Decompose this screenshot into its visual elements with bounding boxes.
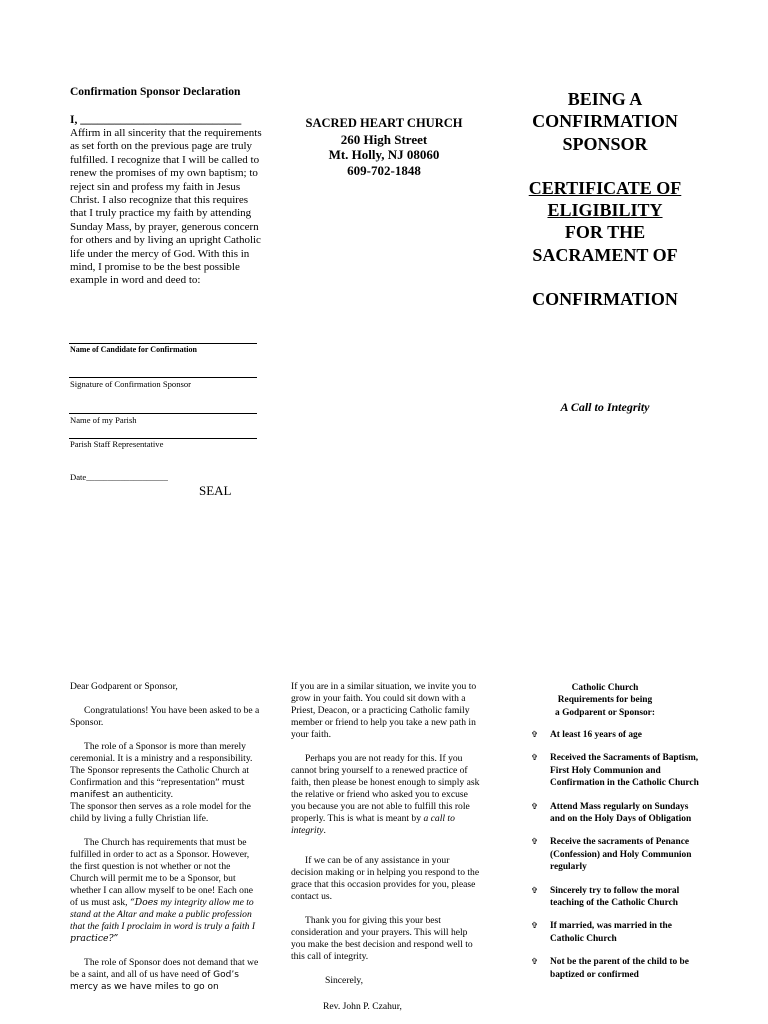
requirement-text: If married, was married in the Catholic Church [550, 921, 672, 944]
letter-paragraph-3-a: The Church has requirements that must be fulfilled in order to act as a Sponsor. However, the first question is not whether or not the Church will permit me to be a Sponsor, but whether I can allow myself to be one! Each one of us must ask, [70, 837, 254, 908]
requirements-heading-line-1: Catholic Church [571, 683, 639, 693]
certificate-line-3: FOR THE [564, 222, 646, 243]
certificate-line-4: SACRAMENT OF [532, 244, 678, 265]
candidate-name-label: Name of Candidate for Confirmation [70, 345, 197, 354]
declaration-body: Affirm in all sincerity that the requirements as set forth on the previous page are truly fulfilled. I recognize that I will be called to renew the promises of my own baptism; to reject sin and profess my faith in Jesus Christ. I also recognize that this requires that I truly practice my faith by attending Sunday Mass, by prayer, generous concern for others and by living an upright Catholic life under the mercy of God. With this in mind, I promise to be the best possible example in word and deed to: [70, 127, 262, 287]
staff-representative-label: Parish Staff Representative [70, 439, 164, 449]
letter-mid-paragraph-1: If you are in a similar situation, we invite you to grow in your faith. You could sit down with a Priest, Deacon, or a practicing Catholic family member or friend to help you take a new path in your faith. [291, 681, 477, 740]
parish-name-label: Name of my Parish [70, 415, 137, 425]
letter-paragraph-4 [70, 957, 260, 993]
date-field[interactable]: Date___________________ [70, 472, 168, 482]
requirement-text: Sincerely try to follow the moral teaching of the Catholic Church [550, 885, 680, 909]
church-phone: 609-702-1848 [347, 162, 421, 178]
requirement-text: Not be the parent of the child to be baptized or confirmed [550, 957, 689, 980]
letter-paragraph-3-quote-end: practice?” [70, 933, 119, 944]
letter-greeting: Dear Godparent or Sponsor, [70, 681, 178, 692]
certificate-line-5: CONFIRMATION [532, 289, 678, 310]
church-name: SACRED HEART CHURCH [305, 116, 463, 130]
certificate-line-2: ELIGIBILITY [547, 200, 663, 221]
declaration-title: Confirmation Sponsor Declaration [70, 86, 241, 98]
letter-paragraph-2-a: The role of a Sponsor is more than merely ceremonial. It is a ministry and a responsibility. The Sponsor represents the Catholic Church at Confirmation and this “representation” [70, 741, 253, 788]
seal-label: SEAL [199, 483, 232, 498]
letter-paragraph-2 [70, 741, 260, 825]
letter-paragraph-2-c: authenticity. [123, 789, 173, 800]
letter-paragraph-4-b: of God’s mercy as we have miles to go on [70, 970, 239, 992]
cover-title-line-2: CONFIRMATION [532, 111, 678, 132]
letter-mid-paragraph-2-emphasis: a call to integrity [291, 813, 455, 836]
requirement-text: Received the Sacraments of Baptism, First Holy Communion and Confirmation in the Catholic Church [550, 753, 699, 789]
cross-bullet-icon: ✞ [531, 837, 539, 848]
letter-mid-paragraph-3: If we can be of any assistance in your decision making or in helping you respond to the grace that this occasion provides for you, please contact us. [291, 855, 480, 902]
letter-paragraph-2-emphasis: must manifest an [70, 778, 245, 800]
requirements-heading-line-2: Requirements for being [557, 695, 653, 706]
letter-paragraph-2-d: The sponsor then serves as a role model for the child by living a fully Christian life. [70, 801, 251, 824]
letter-left-column [70, 681, 260, 1005]
cross-bullet-icon: ✞ [531, 957, 539, 968]
requirement-item [530, 920, 705, 945]
parish-name-line[interactable] [69, 413, 257, 414]
declaration-name-blank[interactable]: I, ____________________________ [70, 114, 242, 126]
letter-closing: Sincerely, [325, 975, 364, 986]
requirement-item [530, 956, 705, 981]
certificate-line-1: CERTIFICATE OF [528, 177, 682, 198]
cross-bullet-icon: ✞ [531, 921, 539, 932]
sponsor-signature-line[interactable] [69, 377, 257, 378]
church-city: Mt. Holly, NJ 08060 [328, 147, 440, 162]
requirement-item [530, 836, 705, 873]
letter-signer: Rev. John P. Czahur, [323, 1001, 402, 1012]
letter-paragraph-3-quote: my integrity allow me to stand at the Altar and make a public profession that the faith I proclaim in word is truly a faith I [70, 897, 256, 932]
sponsor-signature-label: Signature of Confirmation Sponsor [70, 379, 192, 389]
tagline: A Call to Integrity [560, 400, 650, 414]
letter-middle-column [291, 681, 481, 1024]
letter-mid-paragraph-2 [291, 753, 481, 837]
cover-title-block [505, 88, 705, 310]
requirement-item [530, 801, 705, 826]
requirements-list [530, 729, 705, 992]
requirement-item [530, 729, 705, 741]
letter-paragraph-3-quote-start: “Does [129, 897, 159, 908]
requirements-heading [530, 682, 680, 719]
requirement-text: At least 16 years of age [550, 730, 642, 740]
cross-bullet-icon: ✞ [531, 885, 539, 896]
letter-paragraph-3 [70, 837, 260, 945]
cross-bullet-icon: ✞ [531, 730, 539, 740]
requirement-item [530, 885, 705, 910]
requirement-text: Attend Mass regularly on Sundays and on the Holy Days of Obligation [550, 801, 692, 825]
letter-mid-paragraph-4: Thank you for giving this your best consideration and your prayers. This will help you make the best decision and respond well to this call of integrity. [291, 915, 473, 962]
letter-paragraph-1: Congratulations! You have been asked to be a Sponsor. [70, 705, 260, 728]
requirements-heading-line-3: a Godparent or Sponsor: [555, 707, 655, 718]
church-street: 260 High Street [340, 131, 428, 147]
candidate-signature-line[interactable] [69, 343, 257, 344]
cover-title-line-1: BEING A [567, 89, 643, 109]
letter-mid-paragraph-2-a: Perhaps you are not ready for this. If you cannot bring yourself to a renewed practice of faith, then please be honest enough to simply ask the relative or friend who asked you to excuse you because you are not able to fulfill this role properly. This is what is meant by [291, 753, 480, 824]
requirement-item [530, 752, 705, 789]
cross-bullet-icon: ✞ [531, 753, 539, 764]
letter-paragraph-4-a: The role of Sponsor does not demand that we be a saint, and all of us have need [70, 957, 259, 980]
cross-bullet-icon: ✞ [531, 801, 539, 812]
letter-mid-paragraph-2-c: . [323, 825, 326, 836]
church-address-block [270, 116, 498, 178]
requirement-text: Receive the sacraments of Penance (Confession) and Holy Communion regularly [550, 837, 692, 873]
cover-title-line-3: SPONSOR [562, 133, 648, 154]
